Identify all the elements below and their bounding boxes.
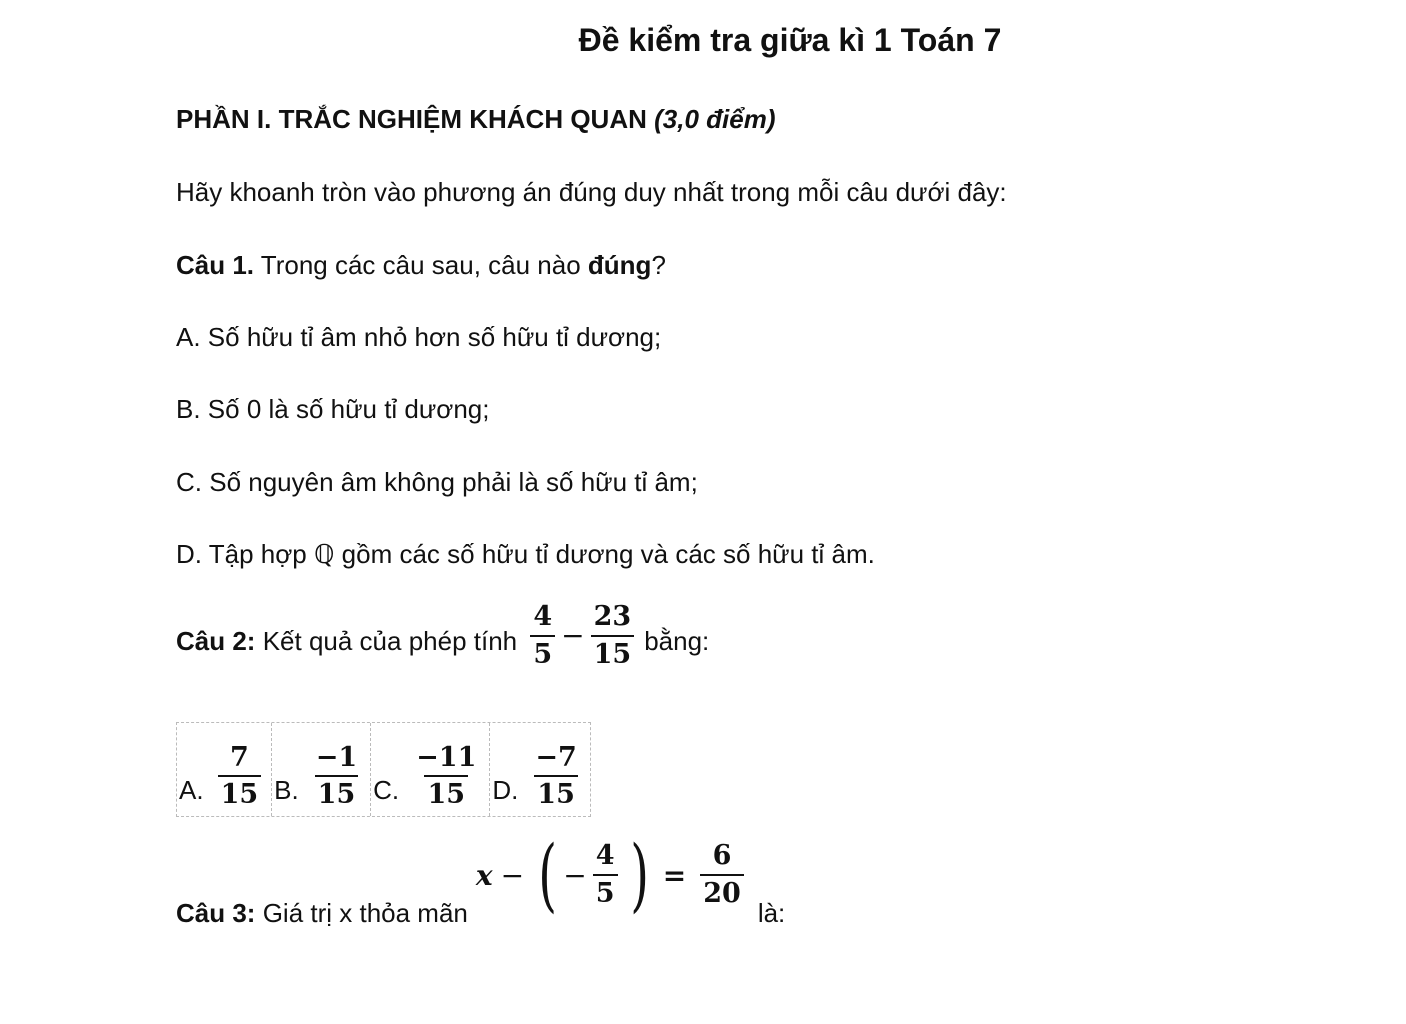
answer-b[interactable] bbox=[272, 723, 371, 816]
numerator: 7 bbox=[229, 741, 249, 773]
answer-a[interactable] bbox=[177, 723, 272, 816]
numerator: −11 bbox=[416, 741, 477, 773]
section-heading-text: PHẦN I. TRẮC NGHIỆM KHÁCH QUAN bbox=[176, 104, 647, 134]
question-3-equation bbox=[475, 828, 750, 921]
numerator: 4 bbox=[595, 840, 615, 872]
fraction bbox=[413, 743, 479, 810]
fraction bbox=[218, 743, 262, 810]
question-1 bbox=[176, 250, 666, 281]
denominator: 5 bbox=[530, 635, 555, 670]
page-title: Đề kiểm tra giữa kì 1 Toán 7 bbox=[578, 22, 1002, 58]
question-3-text: Giá trị x thỏa mãn bbox=[255, 898, 468, 928]
numerator: −1 bbox=[315, 741, 358, 773]
variable-x: x bbox=[475, 858, 493, 892]
answer-c[interactable] bbox=[371, 723, 490, 816]
denominator: 20 bbox=[700, 874, 744, 909]
numerator: −7 bbox=[535, 741, 577, 773]
question-1-text: Trong các câu sau, câu nào bbox=[254, 250, 588, 280]
question-2-answers bbox=[176, 722, 591, 817]
fraction bbox=[700, 841, 744, 908]
question-2-text: Kết quả của phép tính bbox=[255, 626, 525, 657]
question-1-label: Câu 1. bbox=[176, 250, 255, 280]
numerator: 6 bbox=[712, 840, 732, 872]
answer-letter: B. bbox=[274, 775, 299, 805]
question-2 bbox=[176, 602, 709, 669]
answer-letter: D. bbox=[492, 775, 519, 805]
fraction bbox=[530, 602, 555, 669]
denominator: 15 bbox=[218, 775, 262, 810]
instruction: Hãy khoanh tròn vào phương án đúng duy nhất trong mỗi câu dưới đây: bbox=[176, 177, 1007, 207]
question-1-option-b: B. Số 0 là số hữu tỉ dương; bbox=[176, 394, 490, 424]
question-2-label: Câu 2: bbox=[176, 626, 256, 657]
question-1-option-a: A. Số hữu tỉ âm nhỏ hơn số hữu tỉ dương; bbox=[176, 322, 662, 352]
fraction bbox=[532, 743, 579, 810]
question-1-option-c: C. Số nguyên âm không phải là số hữu tỉ âm; bbox=[176, 467, 698, 497]
question-3-prompt bbox=[176, 898, 468, 935]
denominator: 15 bbox=[591, 635, 635, 670]
denominator: 5 bbox=[593, 874, 618, 909]
question-2-end: bằng: bbox=[644, 626, 710, 657]
question-2-prompt bbox=[176, 626, 524, 669]
question-3 bbox=[176, 828, 786, 935]
left-paren: ( bbox=[538, 828, 558, 921]
denominator: 15 bbox=[315, 775, 359, 810]
fraction bbox=[591, 602, 635, 669]
answer-d[interactable] bbox=[490, 723, 589, 816]
answer-letter: A. bbox=[179, 775, 204, 805]
question-1-emphasis: đúng bbox=[587, 250, 652, 280]
fraction bbox=[593, 841, 618, 908]
denominator: 15 bbox=[424, 775, 468, 810]
answer-letter: C. bbox=[373, 775, 400, 805]
minus-operator: − bbox=[561, 619, 585, 653]
numerator: 4 bbox=[533, 601, 553, 632]
negative-sign: − bbox=[563, 858, 587, 892]
numerator: 23 bbox=[593, 601, 632, 632]
section-heading bbox=[176, 104, 776, 135]
question-3-label: Câu 3: bbox=[176, 898, 256, 928]
equals-sign: = bbox=[662, 858, 687, 892]
question-1-end: ? bbox=[651, 250, 666, 280]
fraction bbox=[313, 743, 360, 810]
right-paren: ) bbox=[629, 828, 649, 921]
question-3-end: là: bbox=[757, 898, 786, 928]
question-1-option-d: D. Tập hợp ℚ gồm các số hữu tỉ dương và các số hữu tỉ âm. bbox=[176, 539, 875, 569]
section-points: (3,0 điểm) bbox=[654, 104, 776, 134]
minus-operator: − bbox=[500, 858, 525, 892]
question-2-expression bbox=[524, 602, 640, 669]
denominator: 15 bbox=[534, 775, 578, 810]
